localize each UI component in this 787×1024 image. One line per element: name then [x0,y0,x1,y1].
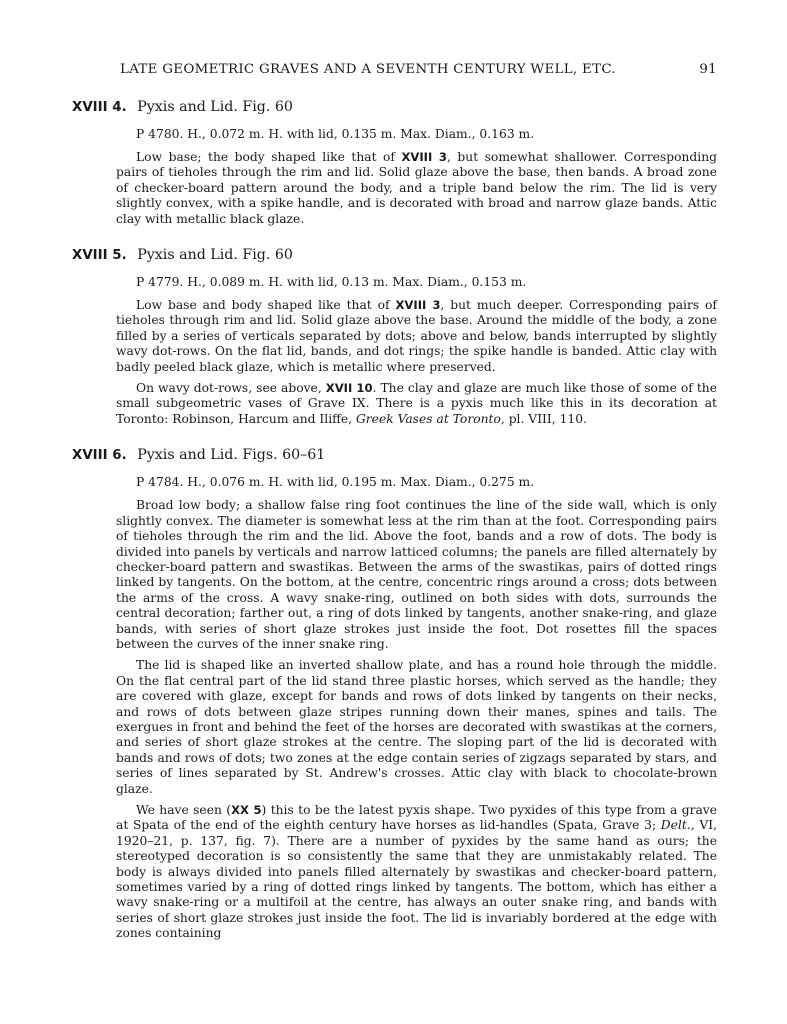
entry-measurements: P 4784. H., 0.076 m. H. with lid, 0.195 m. Max. Diam., 0.275 m. [136,475,535,490]
catalogue-entries [72,99,717,942]
entry-paragraph [72,150,717,227]
entry-heading [72,99,717,115]
text-run: Broad low body; a shallow false ring foot continues the line of the side wall, which is only slightly convex. The diameter is somewhat less at the rim than at the foot. Corresponding pairs of tieholes through the rim and the lid. Above the foot, bands and a row of dots. The body is divided into panels by verticals and narrow latticed columns; the panels are filled alternately by checker-board pattern and swastikas. Between the arms of the swastikas, pairs of dotted rings linked by tangents. On the bottom, at the centre, concentric rings around a cross; dots between the arms of the cross. A wavy snake-ring, outlined on both sides with dots, surrounds the central decoration; farther out, a ring of dots linked by tangents, another snake-ring, and glaze bands, with series of short glaze strokes just inside the foot. Dot rosettes fill the spaces between the curves of the inner snake ring. [116,498,717,651]
text-run: , but somewhat shallower. Corresponding pairs of tieholes through the rim and lid. Solid glaze above the base, then bands. A broad zone of checker-board pattern around the body, and a triple band below the rim. The lid is very slightly convex, with a spike handle, and is decorated with broad and narrow glaze bands. Attic clay with metallic black glaze. [116,150,717,226]
entry-title: Pyxis and Lid. Fig. 60 [137,247,293,264]
text-run: We have seen ( [136,803,232,817]
catalogue-entry [72,447,717,941]
entry-heading [72,247,717,263]
entry-title: Pyxis and Lid. Fig. 60 [137,99,293,115]
page-number: 91 [699,62,717,77]
text-run: pl. VIII, 110. [504,411,587,426]
entry-paragraph [72,498,717,652]
entry-paragraph [72,803,717,942]
entry-paragraph [72,298,717,375]
entry-measurements: P 4779. H., 0.089 m. H. with lid, 0.13 m. Max. Diam., 0.153 m. [136,275,527,290]
text-run: The lid is shaped like an inverted shallow plate, and has a round hole through the middle. On the flat central part of the lid stand three plastic horses, which served as the handle; they are covered with glaze, except for bands and rows of dots linked by tangents on their necks, and rows of dots between glaze stripes running down their manes, spines and tails. The exergues in front and behind the feet of the horses are decorated with swastikas at the corners, and series of short glaze strokes at the centre. The sloping part of the lid is decorated with bands and rows of dots; two zones at the edge contain series of zigzags separated by stars, and series of lines separated by St. Andrew's crosses. Attic clay with black to chocolate-brown glaze. [116,658,717,796]
catalogue-reference: XVII 10 [325,381,373,396]
entry-title: Pyxis and Lid. Figs. 60–61 [137,447,326,464]
catalogue-reference: XVIII 3 [395,298,441,313]
text-run: ) this to be the latest pyxis shape. Two pyxides of this type from a grave at Spata of the end of the eighth century have horses as lid-handles (Spata, Grave 3; [116,803,717,833]
italic-citation: Greek Vases at Toronto, [355,411,505,426]
catalogue-reference: XVIII 3 [401,150,447,164]
entry-id: XVIII 5. [72,248,127,264]
entry-measurements: P 4780. H., 0.072 m. H. with lid, 0.135 m. Max. Diam., 0.163 m. [136,127,535,141]
text-run: On wavy dot-rows, see above, [136,381,326,396]
catalogue-entry [72,99,717,227]
text-run: . The clay and glaze are much like those of some of the small subgeometric vases of Grave IX. There is a pyxis much like this in its decoration at Toronto: Robinson, Harcum and Iliffe, [116,381,717,426]
text-run: VI, 1920–21, p. 137, fig. 7). There are a number of pyxides by the same hand as ours; the stereotyped decoration is so consistently the same that they are unmistakably related. The body is always divided into panels filled alternately by swastikas and checker-board pattern, sometimes varied by a ring of dotted rings linked by tangents. The bottom, which has either a wavy snake-ring or a multifoil at the centre, has always an outer snake ring, and bands with series of short glaze strokes just inside the foot. The lid is invariably bordered at the edge with zones containing [116,818,717,941]
entry-id: XVIII 6. [72,448,127,464]
entry-paragraph [72,381,717,427]
text-run: Low base and body shaped like that of [136,298,396,313]
entry-paragraph [72,658,717,797]
entry-heading [72,447,717,463]
catalogue-entry [72,247,717,427]
entry-id: XVIII 4. [72,100,127,115]
catalogue-reference: XX 5 [231,803,262,817]
italic-citation: Delt., [660,818,695,833]
text-run: , but much deeper. Corresponding pairs of tieholes through rim and lid. Solid glaze above the base. Around the middle of the body, a zone filled by a series of verticals separated by dots; above and below, bands interrupted by slightly wavy dot-rows. On the flat lid, bands, and dot rings; the spike handle is banded. Attic clay with badly peeled black glaze, which is metallic where preserved. [116,298,717,374]
running-head-title: LATE GEOMETRIC GRAVES AND A SEVENTH CENTURY WELL, ETC. [120,62,616,77]
text-run: Low base; the body shaped like that of [136,150,402,164]
running-head [120,62,717,77]
